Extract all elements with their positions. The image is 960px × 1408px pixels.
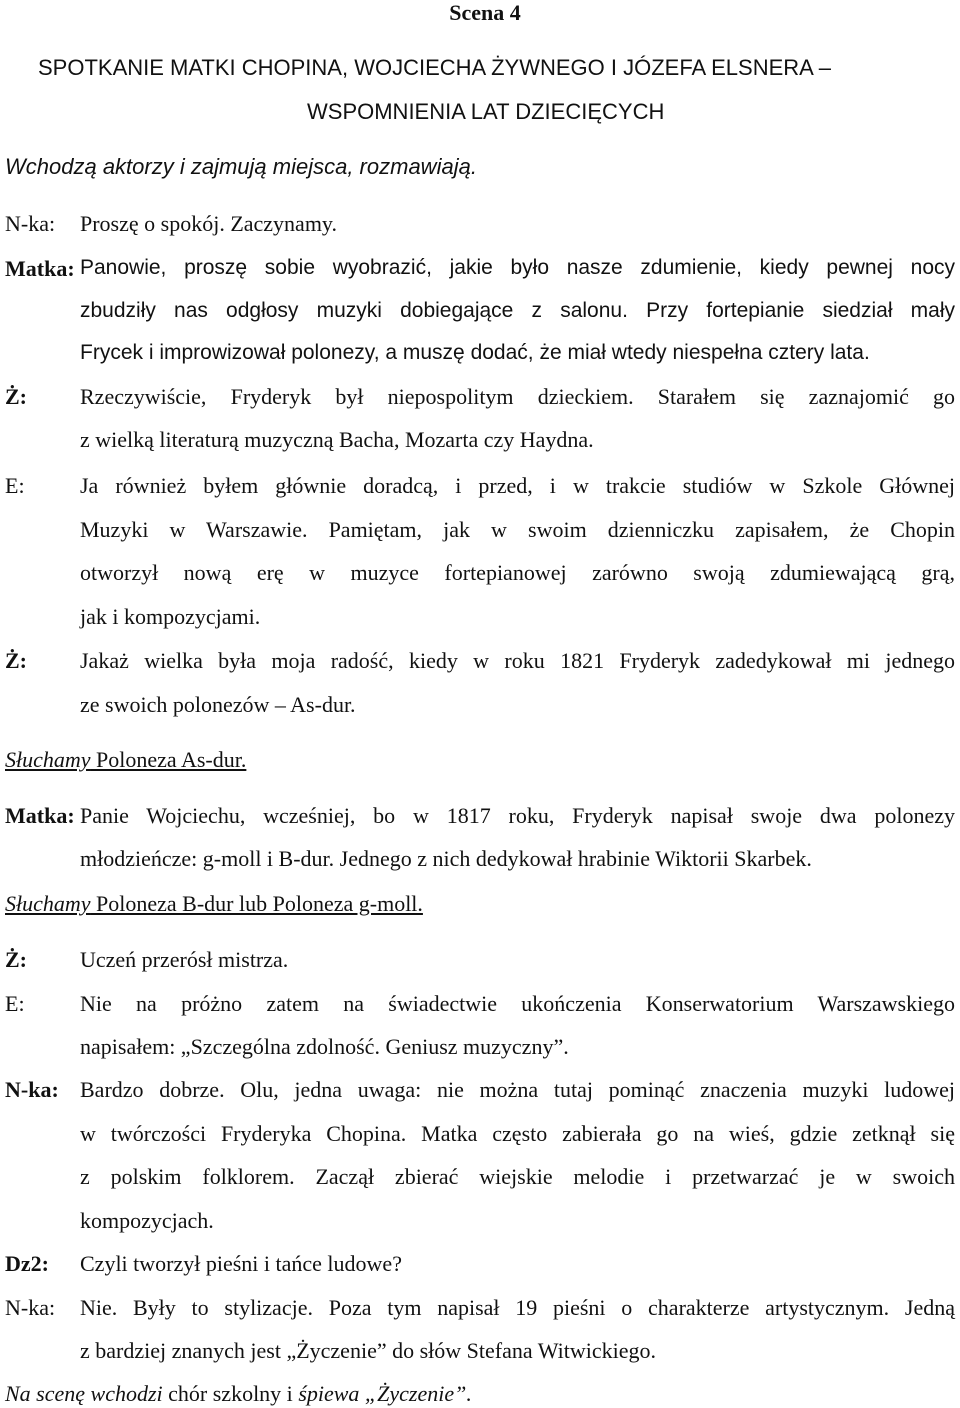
speaker-label: E: xyxy=(5,991,25,1016)
dialogue-line: Rzeczywiście, Fryderyk był niepospolitym dzieckiem. Starałem się zaznajomić go xyxy=(80,384,955,409)
stage-direction-outro xyxy=(5,1381,472,1407)
dialogue-line: w twórczości Fryderyka Chopina. Matka często zabierała go na wieś, gdzie zetknął się xyxy=(80,1121,955,1146)
speaker-label: Ż: xyxy=(5,648,27,673)
listen-note-verb: Słuchamy xyxy=(5,747,91,772)
stage-direction-part: śpiewa „Życzenie”. xyxy=(298,1381,472,1406)
listen-note xyxy=(5,891,423,917)
dialogue-line: Nie na próżno zatem na świadectwie ukończenia Konserwatorium Warszawskiego xyxy=(80,991,955,1016)
speaker-label: Matka: xyxy=(5,256,75,281)
listen-note-piece: Poloneza B-dur lub Poloneza g-moll. xyxy=(90,891,423,916)
dialogue-line: z wielką literaturą muzyczną Bacha, Mozarta czy Haydna. xyxy=(80,427,594,452)
dialogue-line: z bardziej znanych jest „Życzenie” do słów Stefana Witwickiego. xyxy=(80,1338,656,1363)
speaker-label: N-ka: xyxy=(5,211,56,236)
scene-title: Scena 4 xyxy=(449,0,521,25)
speaker-label: Dz2: xyxy=(5,1251,49,1276)
dialogue-line: Panie Wojciechu, wcześniej, bo w 1817 roku, Fryderyk napisał swoje dwa polonezy xyxy=(80,803,955,828)
speaker-label: Matka: xyxy=(5,803,75,828)
dialogue-line: otworzył nową erę w muzyce fortepianowej zarówno swoją zdumiewającą grą, xyxy=(80,560,955,585)
heading-line-1: SPOTKANIE MATKI CHOPINA, WOJCIECHA ŻYWNEGO I JÓZEFA ELSNERA – xyxy=(38,55,831,80)
dialogue-line: Bardzo dobrze. Olu, jedna uwaga: nie można tutaj pominąć znaczenia muzyki ludowej xyxy=(80,1077,955,1102)
speaker-label: N-ka: xyxy=(5,1295,56,1320)
speaker-label: Ż: xyxy=(5,384,27,409)
listen-note xyxy=(5,747,246,773)
stage-direction-part: Na scenę wchodzi xyxy=(5,1381,163,1406)
dialogue-line: Panowie, proszę sobie wyobrazić, jakie było nasze zdumienie, kiedy pewnej nocy xyxy=(80,256,955,279)
dialogue-line: Jakaż wielka była moja radość, kiedy w roku 1821 Fryderyk zadedykował mi jednego xyxy=(80,648,955,673)
dialogue-line: Proszę o spokój. Zaczynamy. xyxy=(80,211,338,236)
stage-direction-part: chór szkolny i xyxy=(162,1381,299,1406)
dialogue-line: kompozycjach. xyxy=(80,1208,214,1233)
listen-note-piece: Poloneza As-dur. xyxy=(90,747,247,772)
dialogue-line: Czyli tworzył pieśni i tańce ludowe? xyxy=(80,1251,402,1276)
dialogue-line: Frycek i improwizował polonezy, a muszę dodać, że miał wtedy niespełna cztery lata. xyxy=(80,341,870,364)
speaker-label: E: xyxy=(5,473,25,498)
dialogue-line: Ja również byłem głównie doradcą, i przed, i w trakcie studiów w Szkole Głównej xyxy=(80,473,955,498)
dialogue-line: młodzieńcze: g-moll i B-dur. Jednego z nich dedykował hrabinie Wiktorii Skarbek. xyxy=(80,846,812,871)
dialogue-line: Nie. Były to stylizacje. Poza tym napisał 19 pieśni o charakterze artystycznym. Jedną xyxy=(80,1295,955,1320)
speaker-label: Ż: xyxy=(5,947,27,972)
dialogue-line: zbudziły nas odgłosy muzyki dobiegające z salonu. Przy fortepianie siedział mały xyxy=(80,299,955,322)
dialogue-line: Muzyki w Warszawie. Pamiętam, jak w swoim dzienniczku zapisałem, że Chopin xyxy=(80,517,955,542)
heading-line-2: WSPOMNIENIA LAT DZIECIĘCYCH xyxy=(307,99,665,124)
dialogue-line: jak i kompozycjami. xyxy=(80,604,261,629)
dialogue-line: ze swoich polonezów – As-dur. xyxy=(80,692,356,717)
dialogue-line: Uczeń przerósł mistrza. xyxy=(80,947,289,972)
dialogue-line: napisałem: „Szczególna zdolność. Geniusz muzyczny”. xyxy=(80,1034,569,1059)
speaker-label: N-ka: xyxy=(5,1077,59,1102)
listen-note-verb: Słuchamy xyxy=(5,891,91,916)
stage-direction-intro: Wchodzą aktorzy i zajmują miejsca, rozmawiają. xyxy=(5,154,477,179)
dialogue-line: z polskim folklorem. Zaczął zbierać wiejskie melodie i przetwarzać je w swoich xyxy=(80,1164,955,1189)
